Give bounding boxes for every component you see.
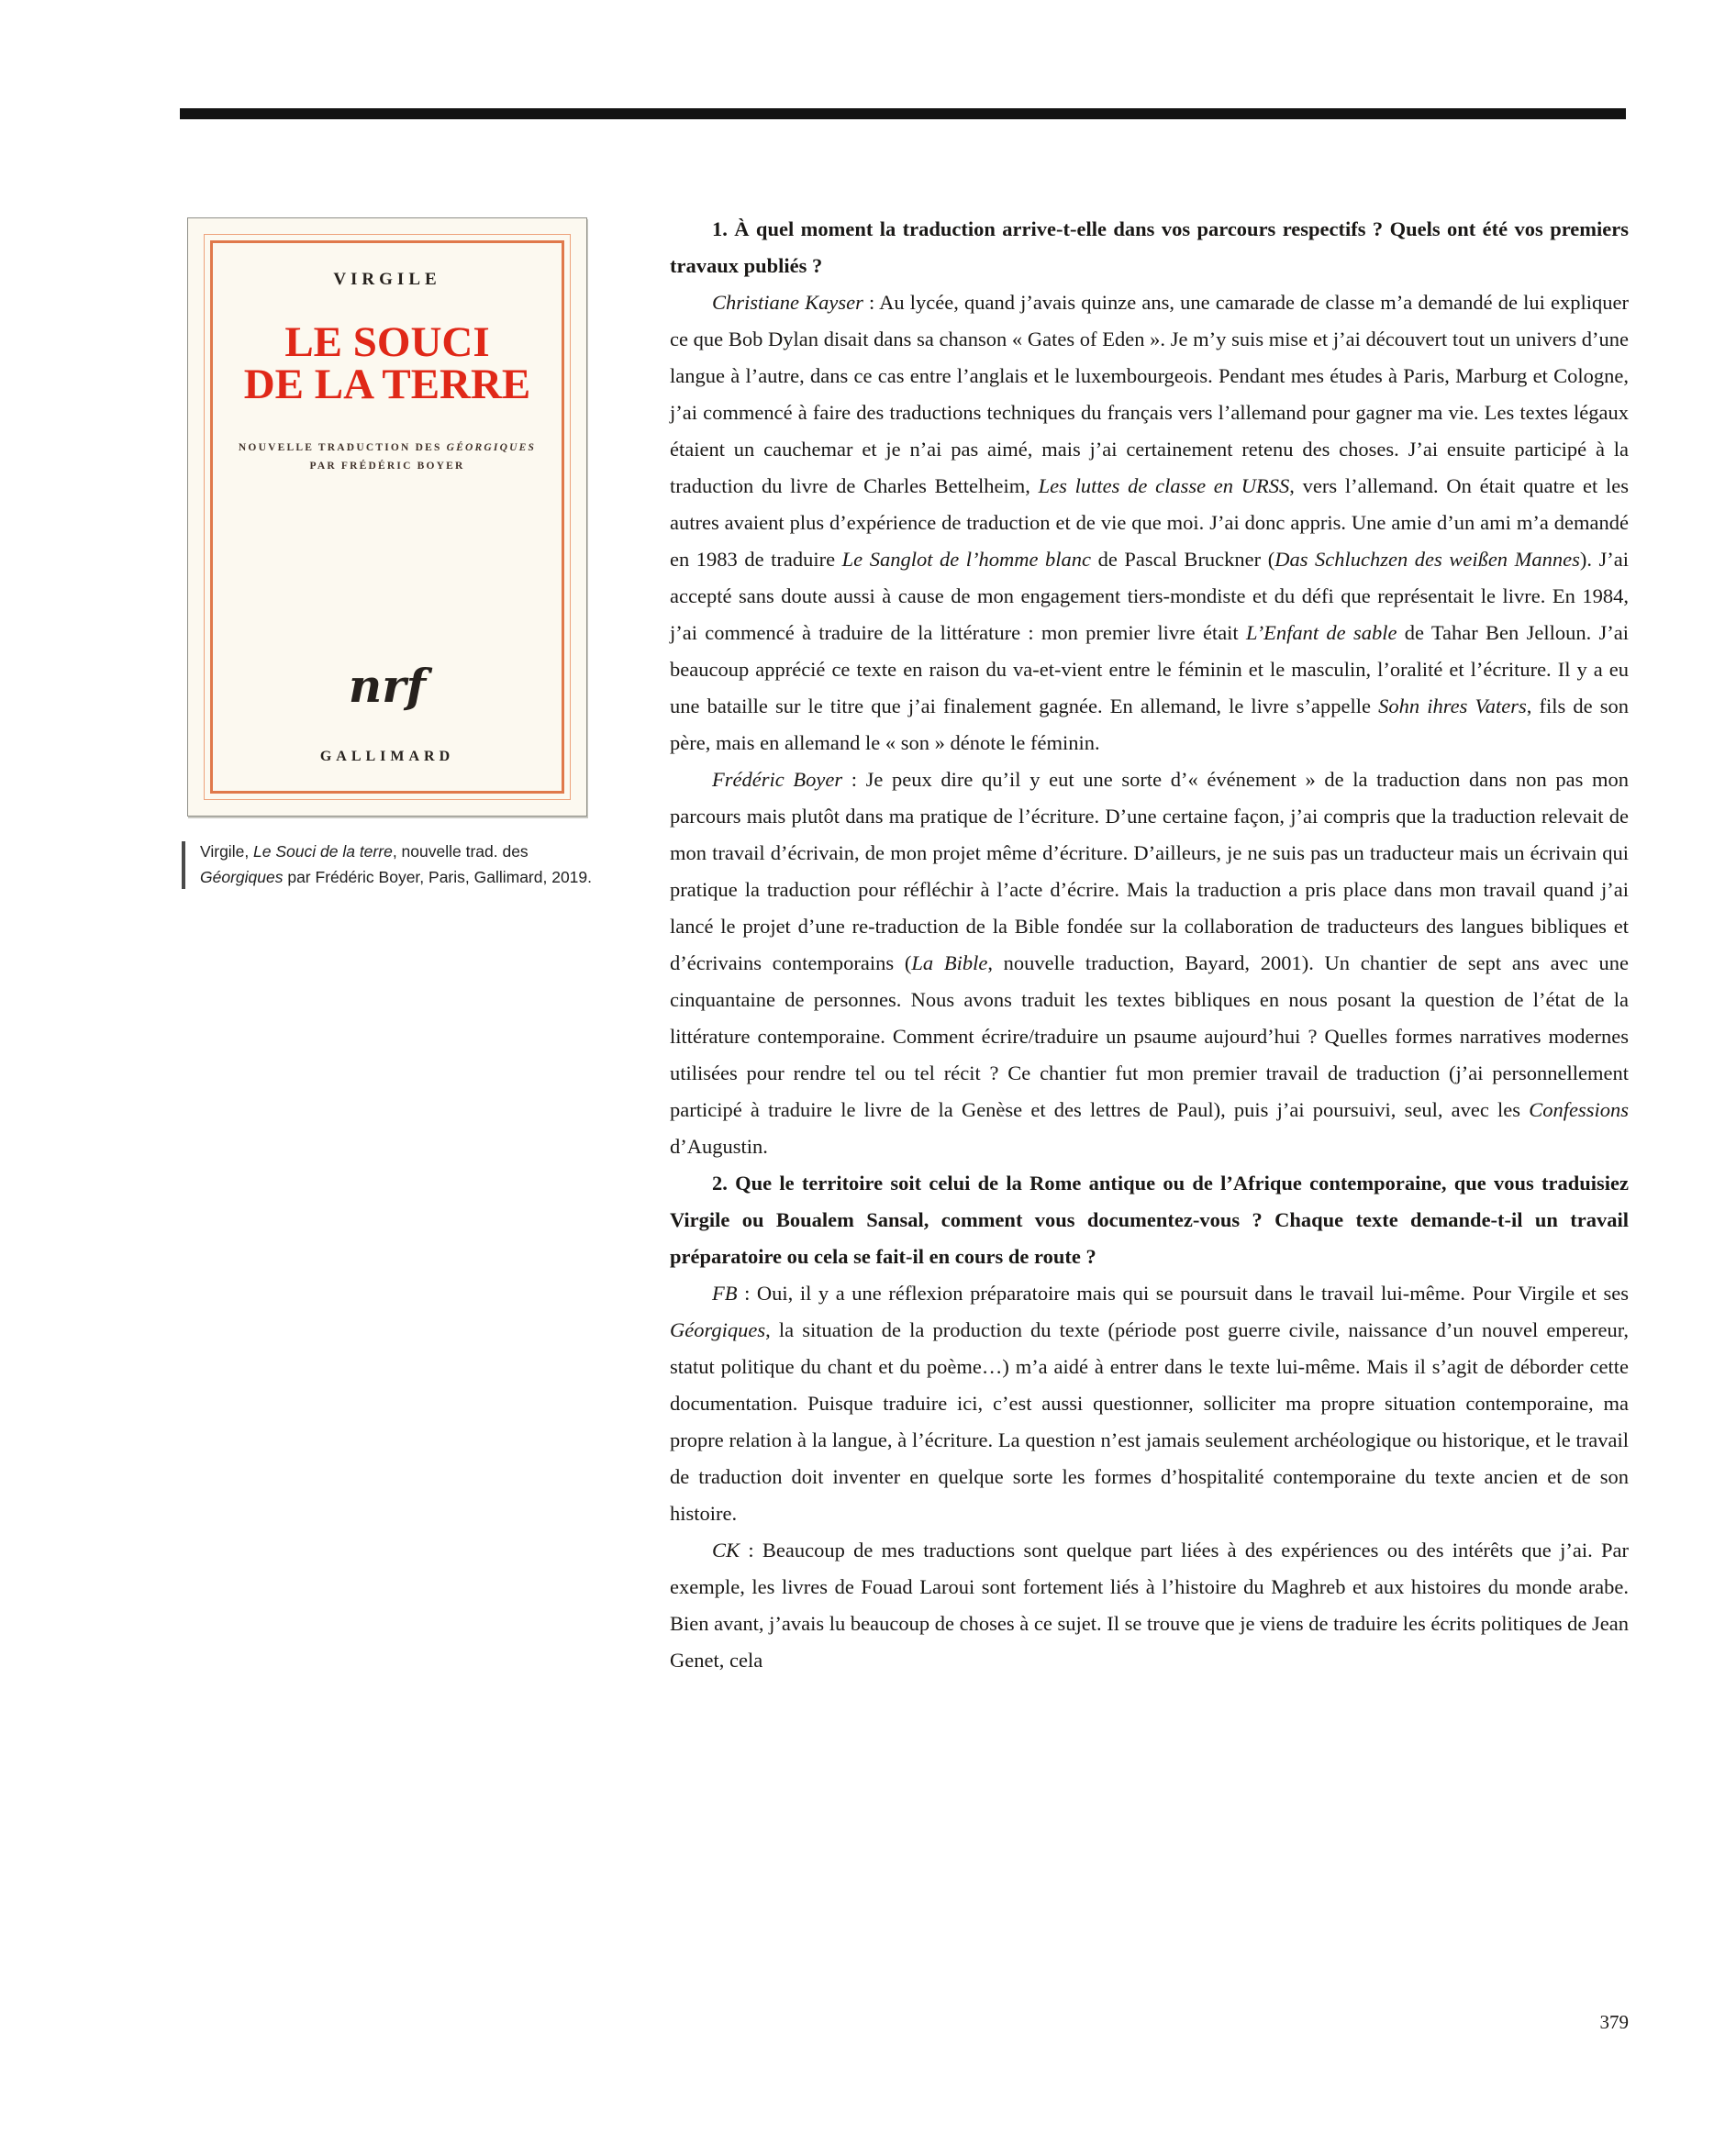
- book-cover: [187, 217, 587, 817]
- article-column: [670, 211, 1629, 1679]
- cover-author: VIRGILE: [333, 270, 441, 289]
- cover-title-line1: LE SOUCI: [284, 318, 490, 366]
- cover-subtitle-line2: PAR FRÉDÉRIC BOYER: [309, 461, 465, 472]
- cover-subtitle-line1: NOUVELLE TRADUCTION DES GÉORGIQUES: [238, 442, 537, 453]
- book-figure: [187, 217, 593, 890]
- nrf-logo: nrf: [348, 659, 427, 713]
- cover-title-line2: DE LA TERRE: [243, 361, 531, 408]
- answer-christiane-kayser-2: CK : Beaucoup de mes traductions sont quelque part liées à des expériences ou des intérêts que j’ai. Par exemple, les livres de Fouad Laroui sont fortement liés à l’histoire du Maghreb et aux histoires du monde arabe. Bien avant, j’avais lu beaucoup de choses à ce sujet. Il se trouve que je viens de traduire les écrits politiques de Jean Genet, cela: [670, 1539, 1629, 1672]
- answer-frederic-boyer-2: FB : Oui, il y a une réflexion préparatoire mais qui se poursuit dans le travail lui-même. Pour Virgile et ses Géorgiques, la situation de la production du texte (période post guerre civile, naissance d’un nouvel empereur, statut politique du chant et du poème…) m’a aidé à entrer dans le texte lui-même. Mais il s’agit de déborder cette documentation. Puisque traduire ici, c’est aussi questionner, solliciter ma propre situation contemporaine, ma propre relation à la langue, à l’écriture. La question n’est jamais seulement archéologique ou historique, et le travail de traduction doit inventer en quelque sorte les formes d’hospitalité contemporaine du texte ancien et de son histoire.: [670, 1282, 1629, 1525]
- page-number: 379: [1599, 2011, 1629, 2033]
- caption-bar: [182, 841, 185, 889]
- answer-christiane-kayser-1: Christiane Kayser : Au lycée, quand j’avais quinze ans, une camarade de classe m’a demandé de lui expliquer ce que Bob Dylan disait dans sa chanson « Gates of Eden ». Je m’y suis mise et j’ai découvert tout un univers d’une langue à l’autre, dans ce cas entre l’anglais et le luxembourgeois. Pendant mes études à Paris, Marburg et Cologne, j’ai commencé à faire des traductions techniques du français vers l’allemand pour gagner ma vie. Les textes légaux étaient un cauchemar et je n’ai pas aimé, mais j’ai certainement retenu des choses. J’ai ensuite participé à la traduction du livre de Charles Bettelheim, Les luttes de classe en URSS, vers l’allemand. On était quatre et les autres avaient plus d’expérience de traduction et de vie que moi. J’ai donc appris. Une amie d’un ami m’a demandé en 1983 de traduire Le Sanglot de l’homme blanc de Pascal Bruckner (Das Schluchzen des weißen Mannes). J’ai accepté sans doute aussi à cause de mon engagement tiers-mondiste et du défi que représentait le livre. En 1984, j’ai commencé à traduire de la littérature : mon premier livre était L’Enfant de sable de Tahar Ben Jelloun. J’ai beaucoup apprécié ce texte en raison du va-et-vient entre le féminin et le masculin, l’oralité et l’écriture. Il y a eu une bataille sur le titre que j’ai finalement gagnée. En allemand, le livre s’appelle Sohn ihres Vaters, fils de son père, mais en allemand le « son » dénote le féminin.: [670, 291, 1629, 754]
- figure-caption: [187, 839, 595, 890]
- question-1: 1. À quel moment la traduction arrive-t-elle dans vos parcours respectifs ? Quels ont été vos premiers travaux publiés ?: [670, 217, 1629, 277]
- answer-frederic-boyer-1: Frédéric Boyer : Je peux dire qu’il y eut une sorte d’« événement » de la traduction dans non pas mon parcours mais plutôt dans ma pratique de l’écriture. D’une certaine façon, j’ai compris que la traduction relevait de mon travail d’écrivain, de mon projet même d’écriture. D’ailleurs, je ne suis pas un traducteur mais un écrivain qui pratique la traduction pour réfléchir à l’acte d’écrire. Mais la traduction a pris place dans mon travail quand j’ai lancé le projet d’une re-traduction de la Bible fondée sur la collaboration de traducteurs des langues bibliques et d’écrivains contemporains (La Bible, nouvelle traduction, Bayard, 2001). Un chantier de sept ans avec une cinquantaine de personnes. Nous avons traduit les textes bibliques en nous posant la question de l’état de la littérature contemporaine. Comment écrire/traduire un psaume aujourd’hui ? Quelles formes narratives modernes utilisées pour rendre tel ou tel récit ? Ce chantier fut mon premier travail de traduction (j’ai personnellement participé à traduire le livre de la Genèse et des lettres de Paul), puis j’ai poursuivi, seul, avec les Confessions d’Augustin.: [670, 768, 1629, 1158]
- caption-text: Virgile, Le Souci de la terre, nouvelle trad. des Géorgiques par Frédéric Boyer, Paris, Gallimard, 2019.: [200, 842, 593, 886]
- question-2: 2. Que le territoire soit celui de la Rome antique ou de l’Afrique contemporaine, que vous traduisiez Virgile ou Boualem Sansal, comment vous documentez-vous ? Chaque texte demande-t-il un travail préparatoire ou cela se fait-il en cours de route ?: [670, 1172, 1629, 1268]
- cover-publisher: GALLIMARD: [319, 749, 455, 764]
- cover-title: [188, 318, 586, 408]
- top-rule: [180, 108, 1626, 119]
